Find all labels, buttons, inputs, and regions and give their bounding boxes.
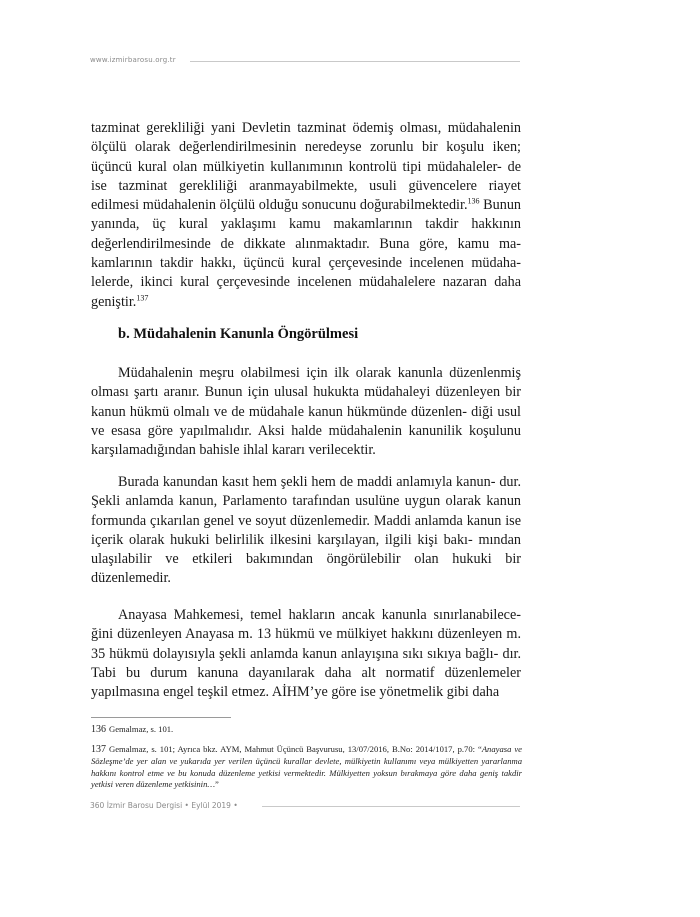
p2-line: koşulunu karşılamadığından bahisle ihlal kararı verilecektir. xyxy=(91,422,521,459)
p3-line: kanun formunda çıkarılan genel ve soyut düzenlemedir. Maddi anlamda xyxy=(91,493,522,529)
footnote-number: 137 xyxy=(91,744,106,755)
section-heading: b. Müdahalenin Kanunla Öngörülmesi xyxy=(118,326,359,342)
footnote-rule xyxy=(91,717,231,718)
paragraph-1 xyxy=(91,119,521,312)
footnote-136 xyxy=(91,724,522,736)
p4-line: dır. Tabi bu durum kanuna dayanılarak daha alt normatif düzenlemeler xyxy=(91,645,521,681)
p4-line: yapılmasına engel teşkil etmez. AİHM’ye göre ise yönetmelik gibi daha xyxy=(91,684,500,701)
paragraph-2 xyxy=(91,364,521,460)
p2-line: Müdahalenin meşru olabilmesi için ilk olarak kanunla düzenlenmiş xyxy=(118,365,521,381)
p1-line: kamlarının takdir hakkı, üçüncü kural çerçevesinde incelenen müdaha- xyxy=(91,255,521,272)
p1-line: geniştir. xyxy=(91,293,137,310)
p2-line: olması şartı aranır. Bunun için ulusal hukukta müdahaleyi düzenleyen xyxy=(91,384,501,401)
footer-rule xyxy=(262,806,520,807)
footnote-text: Gemalmaz, s. 101. xyxy=(109,724,174,734)
footnote-ref-137[interactable]: 137 xyxy=(136,292,149,302)
footnote-text: ” xyxy=(215,779,219,790)
p4-line: m. 35 hükmü dolayısıyla şekli anlamda kanun anlayışına sıkı sıkıya bağlı- xyxy=(91,626,521,662)
p2-line: diği usul ve esasa göre yapılmalıdır. Aksi halde müdahalenin kanunilik xyxy=(91,403,521,439)
header-rule xyxy=(190,61,520,62)
p1-line: Bunun yanında, üç kural yaklaşımı kamu makamlarının takdir hakkının xyxy=(91,197,522,233)
p3-line: düzenlemedir. xyxy=(91,570,171,587)
footnote-137 xyxy=(91,744,522,791)
p1-line: edilmesi müdahalenin ölçülü olduğu sonucunu doğurabilmektedir. xyxy=(91,197,468,214)
footnote-quote: yoksun bırakmaya göre daha geniş takdir yetkisi veren düzenleme yetkisinin… xyxy=(91,767,522,790)
header-url: www.izmirbarosu.org.tr xyxy=(90,56,176,64)
p4-line: ğini düzenleyen Anayasa m. 13 hükmü ve mülkiyet hakkını düzenleyen xyxy=(91,626,503,643)
p3-line: mından ulaşılabilir ve etkileri bakımından öngörülebilir olan hukuki bir xyxy=(91,531,522,568)
p1-line: de ise tazminat gerekliliği aranmayabilmekte, usuli güvencelere riayet xyxy=(91,158,521,194)
paragraph-4 xyxy=(91,606,521,702)
p3-line: dur. Şekli anlamda kanun, Parlamento tarafından usulüne uygun olarak xyxy=(91,474,521,510)
footnote-text: Gemalmaz, s. 101; Ayrıca bkz. AYM, Mahmut Üçüncü Başvurusu, 13/07/2016, B.No: 2014/1017, xyxy=(109,744,455,754)
paragraph-3 xyxy=(91,473,521,589)
p3-line: Burada kanundan kasıt hem şekli hem de maddi anlamıyla kanun- xyxy=(118,474,496,490)
footnote-number: 136 xyxy=(91,724,106,735)
footnote-quote: Anayasa ve Sözleşme’de yer alan ve yukarıda yer verilen üçüncü kurallar devlete, mülkiyetin kullanımı xyxy=(91,744,523,766)
p3-line: kanun ise içerik olarak hukuki belirlilik ilkesini karşılayan, ilgili kişi bakı- xyxy=(91,512,521,548)
footnote-ref-136[interactable]: 136 xyxy=(467,196,480,206)
page-footer: 360 İzmir Barosu Dergisi • Eylül 2019 • xyxy=(90,801,238,810)
p1-line: değerlendirilmesinde de dikkate alınmaktadır. Buna göre, kamu ma- xyxy=(91,235,521,252)
footnote-quote: veya mülkiyetten yararlanma hakkını kontrol etme ve bu konuda düzenleme yetkisi vermektedir. Mülkiyetten xyxy=(91,755,522,778)
p1-line: ölçülü olarak değerlendirilmesinin neredeyse zorunlu bir koşulu iken; xyxy=(91,139,521,156)
p1-line: üçüncü kural olan mülkiyetin kullanımının kontrolü tipi müdahaleler- xyxy=(91,158,502,175)
p2-line: bir kanun hükmü olmalı ve de müdahale kanun hükmünde düzenlen- xyxy=(91,384,522,420)
footnote-text: p.70: “ xyxy=(457,744,482,754)
p1-line: tazminat gerekliliği yani Devletin tazminat ödemiş olması, müdahalenin xyxy=(91,120,521,136)
p4-line: Anayasa Mahkemesi, temel hakların ancak kanunla sınırlanabilece- xyxy=(118,607,521,623)
p1-line: lelerde, ikinci kural çerçevesinde incelenen müdahalelere nazaran daha xyxy=(91,274,521,291)
